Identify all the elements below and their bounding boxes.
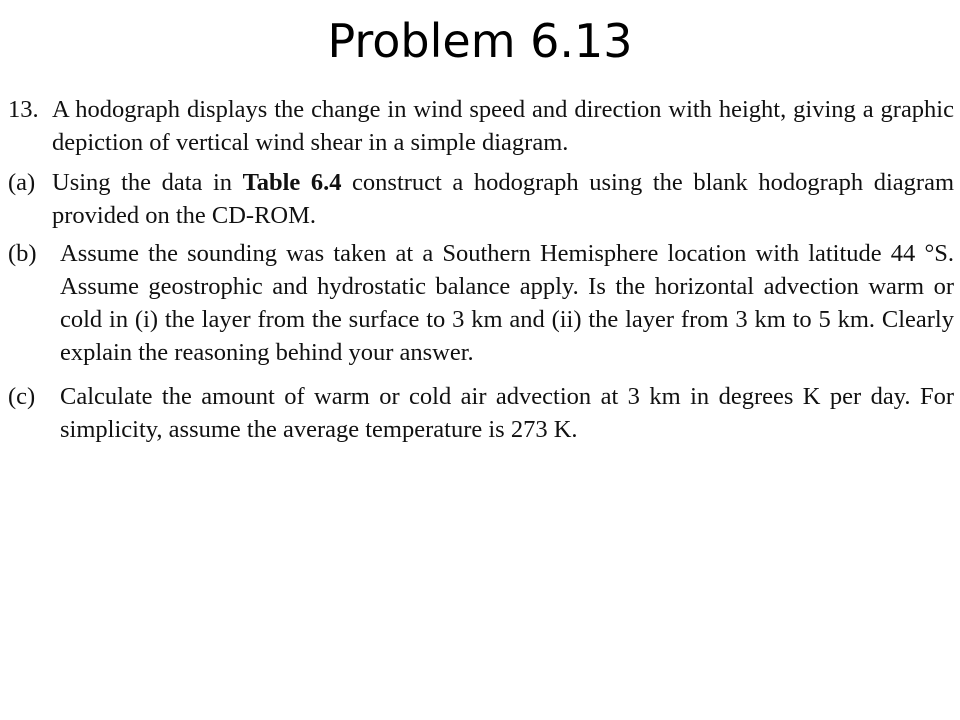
part-c-text: Calculate the amount of warm or cold air advection at 3 km in degrees K per day. For simplicity, assume the average temperature is 273 K. <box>60 383 954 443</box>
problem-part-c <box>8 380 954 446</box>
part-a-text <box>52 166 954 232</box>
part-b-text: Assume the sounding was taken at a Southern Hemisphere location with latitude 44 °S. Assume geostrophic and hydrostatic balance apply. Is the horizontal advection warm or cold in (i) the layer from the surface to 3 km and (ii) the layer from 3 km to 5 km. Clearly explain the reasoning behind your answer. <box>60 240 954 366</box>
problem-intro-text: A hodograph displays the change in wind speed and direction with height, giving a graphic depiction of vertical wind shear in a simple diagram. <box>52 96 954 156</box>
problem-intro <box>8 93 954 159</box>
part-a-table-ref: Table 6.4 <box>242 169 342 196</box>
part-a-label: (a) <box>8 169 36 196</box>
slide-title: Problem 6.13 <box>327 14 633 68</box>
part-a-text-after: construct a hodograph using the blank hodograph diagram provided on the CD-ROM. <box>52 169 954 229</box>
part-b-label: (b) <box>8 240 37 267</box>
problem-text <box>8 93 954 446</box>
part-a-text-before: Using the data in <box>52 169 243 196</box>
problem-part-a <box>8 166 954 232</box>
part-c-label: (c) <box>8 383 36 410</box>
problem-number: 13. <box>8 96 39 123</box>
problem-part-b <box>8 237 954 369</box>
